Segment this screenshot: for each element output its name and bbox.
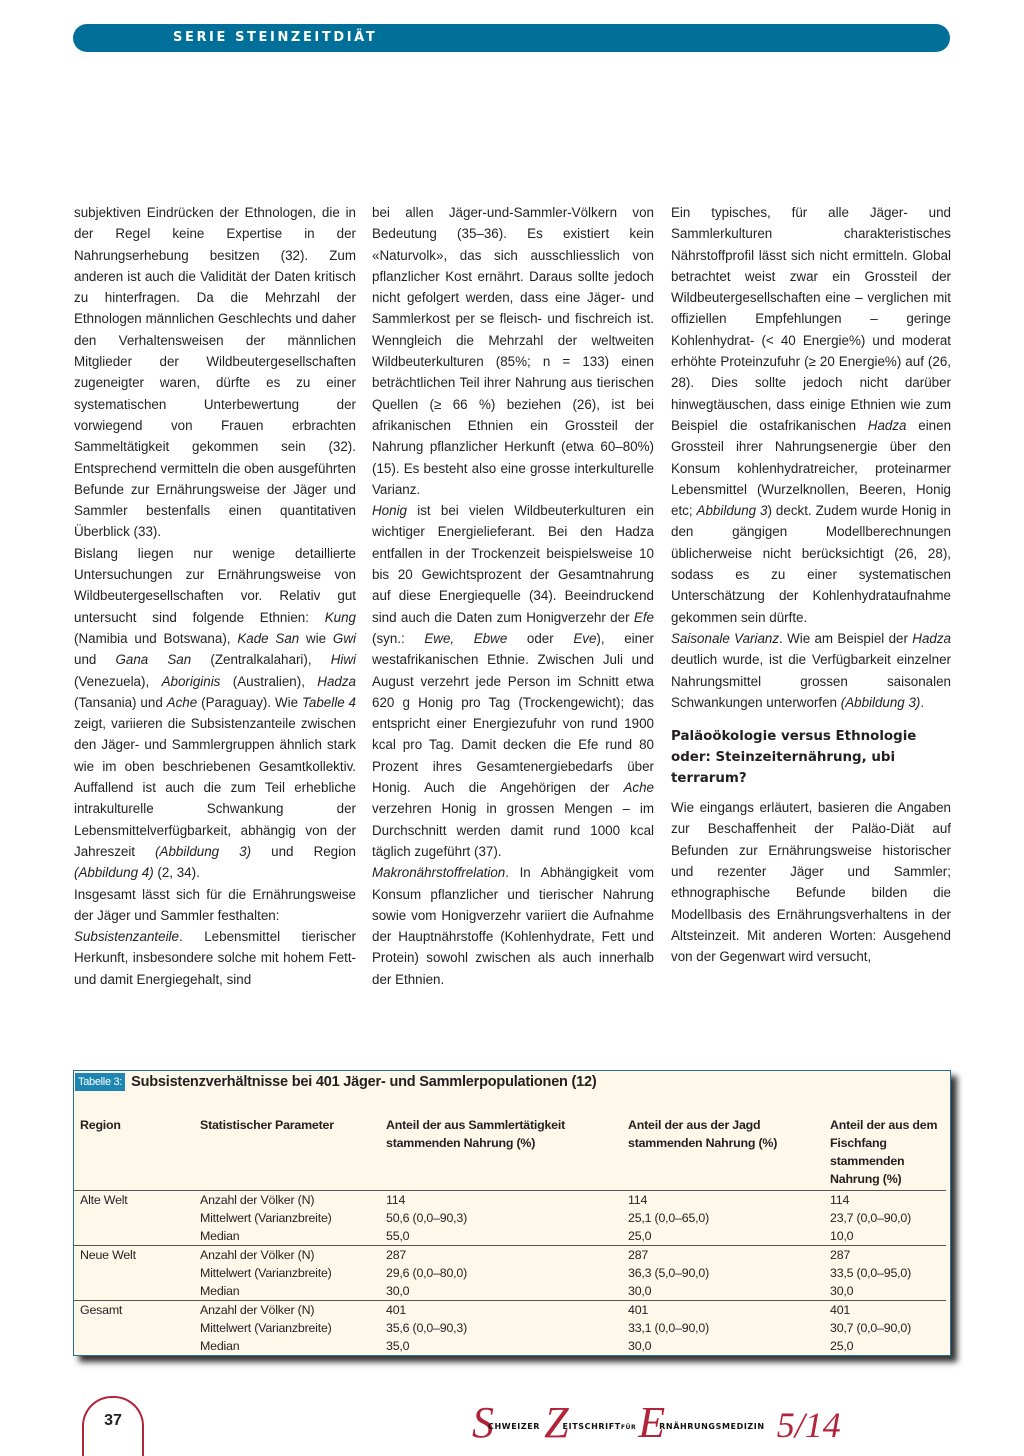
column-header: Statistischer Parameter [200,1118,334,1132]
value-cell: 114 [628,1193,648,1207]
paragraph [74,202,356,543]
series-header-bar [73,24,950,52]
parameter-cell: Median [194,1227,380,1246]
region-cell [74,1337,194,1355]
text-run: (syn.: [372,630,425,646]
emphasis-text: Honig [372,503,407,519]
text-run: und [74,652,116,668]
page-number: 37 [104,1412,122,1429]
table-row [74,1264,946,1282]
text-run: wie [299,630,333,646]
emphasis-text: Hadza [317,673,357,689]
emphasis-text: Kade San [237,630,300,646]
value-cell: 401 [386,1303,407,1317]
region-cell: Alte Welt [80,1193,128,1207]
value-cell: 30,0 [824,1282,946,1301]
text-run: (Australien), [220,673,318,689]
paragraph [372,500,654,862]
value-cell: 23,7 (0,0–90,0) [830,1211,912,1225]
value-cell: 36,3 (5,0–90,0) [628,1266,710,1280]
table-header-row [74,1115,946,1191]
value-cell: 114 [386,1193,406,1207]
logo-letter-s: S [472,1398,494,1447]
logo-word-ernaehrungsmedizin: RNÄHRUNGSMEDIZIN [659,1422,765,1431]
text-run: zeigt, variieren die Subsistenzanteile zwischen den Jäger- und Sammlergruppen ähnlich stark wie im oben beschriebenen Gesamtkollektiv. Auffallend ist auch die zum Teil erhebliche intrakulturelle Schwankung der Lebensmittelverfügbarkeit, abhängig von der Jahreszeit [74,716,356,859]
value-cell: 401 [628,1303,649,1317]
value-cell: 287 [628,1248,649,1262]
value-cell: 25,1 (0,0–65,0) [628,1211,710,1225]
text-run: Wie eingangs erläutert, basieren die Angaben zur Beschaffenheit der Paläo-Diät auf Befunden zur Ernährungsweise historischer und rezenter Jäger und Sammler; ethnographische Befunde bilden die Modellbasis des Ernährungsverhaltens in der Altsteinzeit. Mit anderen Worten: Ausgehend von der Gegenwart wird versucht, [671,800,951,965]
text-run: Ein typisches, für alle Jäger- und Sammlerkulturen charakteristisches Nährstoffprofil lässt sich nicht ermitteln. Global betrachtet weist zwar ein Grossteil der Wildbeutergesellschaften eine – verglichen mit offiziellen Empfehlungen – geringe Kohlenhydrat- (< 40 Energie%) und moderat erhöhte Proteinzufuhr (≥ 20 Energie%) auf (26, 28). Dies sollte jedoch nicht darüber hinwegtäuschen, dass einige Ethnien wie zum Beispiel die ostafrikanischen [671,205,951,433]
text-run: bei allen Jäger-und-Sammler-Völkern von Bedeutung (35–36). Es existiert kein «Naturvolk», das sich ausschliesslich von pflanzlicher Kost ernährt. Daraus sollte jedoch nicht gefolgert werden, dass eine Jäger- und Sammlerkost per se fleisch- und fischreich ist. Wenngleich die Mehrzahl der weltweiten Wildbeuterkulturen (85%; n = 133) einen beträchtlichen Teil ihrer Nahrung aus tierischen Quellen (≥ 66 %) beziehen (26), ist bei afrikanischen Ethnien ein Grossteil der Nahrung pflanzlicher Herkunft (etwa 60–80%) (15). Es besteht also eine grosse interkulturelle Varianz. [372,205,654,497]
table-row [74,1337,946,1355]
parameter-cell: Anzahl der Völker (N) [200,1248,315,1262]
logo-letter-z: Z [544,1398,569,1447]
value-cell: 50,6 (0,0–90,3) [386,1211,468,1225]
logo-word-zeitschrift: EITSCHRIFT [562,1422,621,1431]
table-caption [74,1071,597,1093]
emphasis-text: Eve [573,630,597,646]
emphasis-text: Saisonale Varianz [671,630,780,646]
emphasis-text: Ewe, Ebwe [424,630,508,646]
value-cell: 35,0 [386,1339,410,1353]
parameter-cell: Mittelwert (Varianzbreite) [200,1266,332,1280]
paragraph [74,884,356,927]
value-cell: 25,0 [622,1227,824,1246]
table-row [74,1246,946,1265]
emphasis-text: Abbildung 3 [696,503,768,519]
logo-word-schweizer: CHWEIZER [488,1422,541,1431]
emphasis-text: Tabelle 4 [301,694,356,710]
text-run: ) deckt. Zudem wurde Honig in den gängigen Modellberechnungen üblicherweise nicht berücksichtigt (26, 28), sodass es zu einer systematischen Unterschätzung der Kohlenhydrataufnahme gekommen sein dürfte. [671,503,952,625]
issue-number: 5/14 [776,1405,841,1445]
emphasis-text: Aboriginis [161,673,221,689]
table-row [74,1227,946,1246]
value-cell: 10,0 [824,1227,946,1246]
emphasis-text: Gana San [115,652,192,668]
table-row [74,1191,946,1210]
text-run: deutlich wurde, ist die Verfügbarkeit einzelner Nahrungsmittel grossen saisonalen Schwankungen unterworfen [671,652,951,710]
emphasis-text: Hiwi [330,652,357,668]
text-column-2 [372,202,654,990]
value-cell: 287 [830,1248,851,1262]
column-header: Anteil der aus der Jagd stammenden Nahrung (%) [628,1118,778,1150]
value-cell: 33,1 (0,0–90,0) [628,1321,710,1335]
column-header: Anteil der aus Sammlertätigkeit stammenden Nahrung (%) [386,1118,566,1150]
text-run: . In Abhängigkeit vom Konsum pflanzlicher und tierischer Nahrung sowie vom Honigverzehr variiert die Aufnahme der Hauptnährstoffe (Kohlenhydrate, Fett und Protein) sowohl zwischen als auch innerhalb der Ethnien. [372,865,654,987]
text-run: Bislang liegen nur wenige detaillierte Untersuchungen zur Ernährungsweise von Wildbeutergesellschaften vor. Relativ gut untersucht sind folgende Ethnien: [74,545,356,625]
table-label: Tabelle 3: [75,1073,125,1091]
page-number-tab [82,1396,144,1456]
parameter-cell: Median [194,1282,380,1301]
journal-logo [472,1395,841,1445]
table-row [74,1319,946,1337]
emphasis-text: Ache [166,694,198,710]
region-cell [74,1319,194,1337]
value-cell: 30,7 (0,0–90,0) [830,1321,912,1335]
region-cell: Neue Welt [80,1248,136,1262]
region-cell: Gesamt [80,1303,123,1317]
column-header: Region [80,1118,121,1132]
paragraph [372,862,654,990]
emphasis-text: Makronährstoffrelation [372,865,506,881]
emphasis-text: Ache [623,780,654,796]
value-cell: 30,0 [380,1282,622,1301]
table-title: Subsistenzverhältnisse bei 401 Jäger- und Sammlerpopulationen (12) [131,1074,597,1090]
text-run: ist bei vielen Wildbeuterkulturen ein wichtiger Energielieferant. Bei den Hadza entfallen in der Trockenzeit beispielsweise 10 bis 20 Gewichtsprozent der Gesamtnahrung auf diese Energiequelle (34). Beeindruckend sind auch die Daten zum Honigverzehr der [372,503,654,625]
table-row [74,1209,946,1227]
series-title: SERIE STEINZEITDIÄT [173,30,378,45]
text-run: Insgesamt lässt sich für die Ernährungsweise der Jäger und Sammler festhalten: [74,886,356,923]
value-cell: 25,0 [830,1339,854,1353]
paragraph [74,543,356,884]
text-run: (Namibia und Botswana), [74,630,238,646]
parameter-cell: Mittelwert (Varianzbreite) [200,1321,332,1335]
value-cell: 29,6 (0,0–80,0) [386,1266,468,1280]
value-cell: 287 [386,1248,407,1262]
paragraph [671,628,951,713]
table-row [74,1282,946,1301]
text-run: oder [507,630,574,646]
emphasis-text: (Abbildung 3) [840,694,921,710]
region-cell [74,1227,194,1246]
value-cell: 35,6 (0,0–90,3) [386,1321,468,1335]
paragraph [671,202,951,628]
value-cell: 401 [830,1303,851,1317]
region-cell [74,1282,194,1301]
value-cell: 33,5 (0,0–95,0) [830,1266,912,1280]
text-run: . Lebensmittel tierischer Herkunft, insbesondere solche mit hohem Fett- und damit Energiegehalt, sind [74,929,356,987]
text-run: einen Grossteil ihrer Nahrungsenergie über den Konsum kohlenhydratreicher, proteinarmer Lebensmittel (Wurzelknollen, Beeren, Honig etc; [671,417,952,519]
text-run: . [920,694,925,710]
section-heading [671,726,951,789]
text-run: (Venezuela), [74,673,162,689]
emphasis-text: Subsistenzanteile [74,929,179,945]
emphasis-text: Efe [633,609,654,625]
text-run: (Paraguay). Wie [197,694,302,710]
emphasis-text: (Abbildung 4) [74,865,154,881]
value-cell: 55,0 [380,1227,622,1246]
text-column-3 [671,202,951,968]
text-run: Paläoökologie versus Ethnologie oder: Steinzeiternährung, ubi terrarum? [671,729,917,787]
value-cell: 30,0 [628,1339,652,1353]
subsistence-table [74,1115,946,1355]
column-header: Anteil der aus dem Fischfang stammenden Nahrung (%) [830,1118,938,1186]
emphasis-text: (Abbildung 3) [155,843,252,859]
region-cell [74,1209,194,1227]
logo-letter-e: E [638,1398,666,1447]
text-run: (Tansania) und [74,694,167,710]
region-cell [74,1264,194,1282]
paragraph [74,926,356,990]
parameter-cell: Anzahl der Völker (N) [200,1193,315,1207]
text-run: . Wie am Beispiel der [779,630,913,646]
value-cell: 30,0 [622,1282,824,1301]
parameter-cell: Mittelwert (Varianzbreite) [200,1211,332,1225]
emphasis-text: Gwi [332,630,356,646]
logo-word-fuer: FÜR [620,1424,637,1431]
value-cell: 114 [830,1193,850,1207]
emphasis-text: Kung [324,609,356,625]
text-column-1 [74,202,356,990]
text-run: subjektiven Eindrücken der Ethnologen, die in der Regel keine Expertise in der Nahrungserhebung besitzen (32). Zum anderen ist auch die Validität der Daten kritisch zu hinterfragen. Da die Mehrzahl der Ethnologen männlichen Geschlechts und daher den Verhaltensweisen der männlichen Mitglieder der Wildbeutergesellschaften zugeneigter waren, dürfte es zu einer systematischen Unterbewertung der vorwiegend von Frauen erbrachten Sammeltätigkeit gekommen sein (32). Entsprechend vermitteln die oben ausgeführten Befunde zur Ernährungsweise der Jäger und Sammler bestenfalls einen quantitativen Überblick (33). [74,205,356,540]
text-run: ), einer westafrikanischen Ethnie. Zwischen Juli und August verzehrt jede Person im Schnitt etwa 620 g Honig pro Tag (Trockengewicht); das entspricht einer Energiezufuhr von rund 1900 kcal pro Tag. Damit decken die Efe rund 80 Prozent ihres Gesamtenergiebedarfs über Honig. Auch die Angehörigen der [372,630,654,796]
text-run: und Region [251,843,356,859]
parameter-cell: Median [200,1339,240,1353]
paragraph [671,797,951,967]
parameter-cell: Anzahl der Völker (N) [200,1303,315,1317]
text-run: (Zentralkalahari), [191,652,331,668]
emphasis-text: Hadza [867,417,907,433]
text-run: verzehren Honig in grossen Mengen – im Durchschnitt werden damit rund 1000 kcal täglich zugeführt (37). [372,801,654,859]
text-run: (2, 34). [153,865,200,881]
table-row [74,1301,946,1320]
emphasis-text: Hadza [912,630,951,646]
paragraph [372,202,654,500]
table-3 [73,1070,951,1356]
